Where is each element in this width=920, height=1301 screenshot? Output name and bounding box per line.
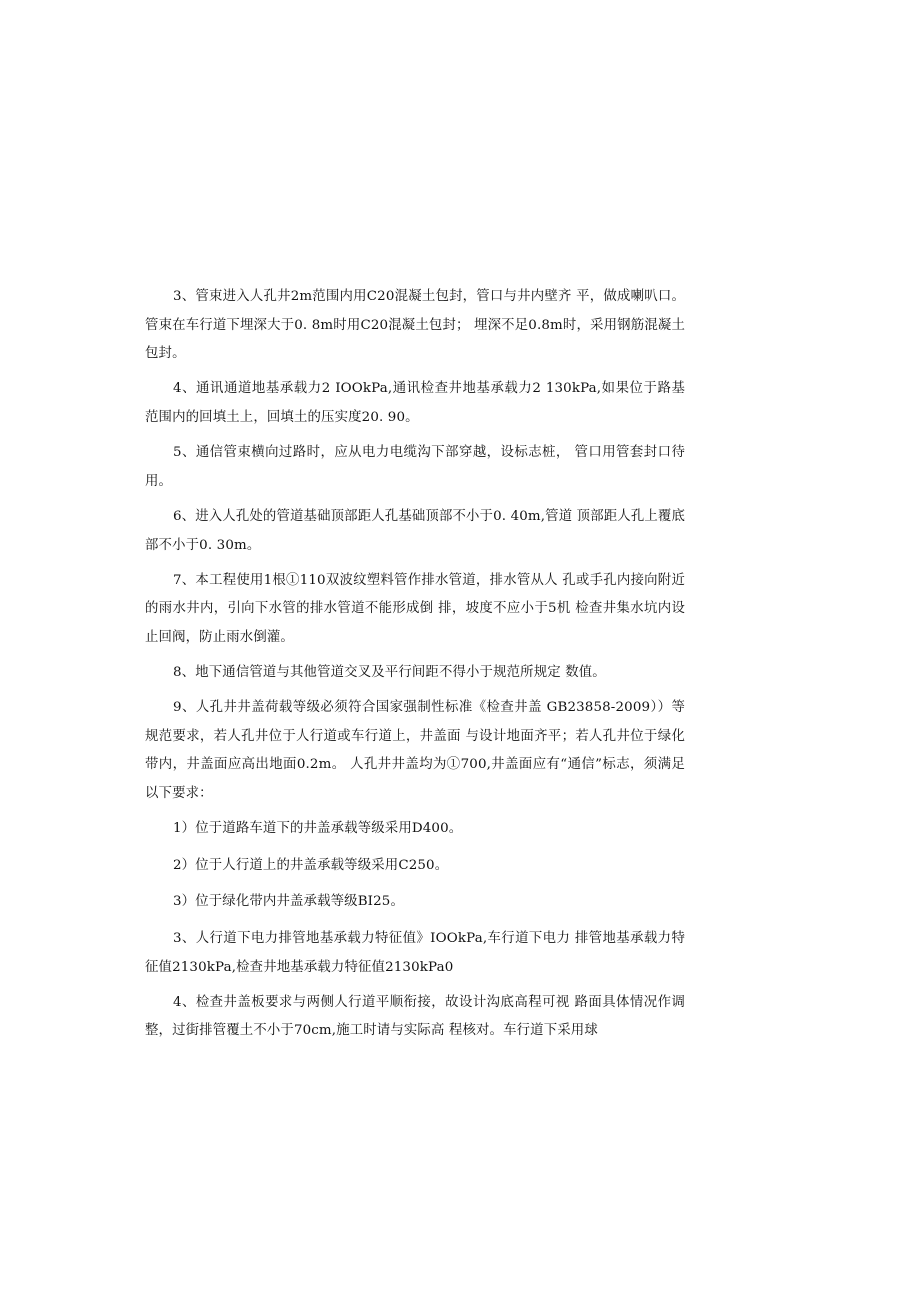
list-item-b125: 3）位于绿化带内井盖承载等级BI25。 — [173, 894, 405, 910]
paragraph-cover-plate: 4、检查井盖板要求与两侧人行道平顺衔接，故设计沟底高程可视 路面具体情况作调整，过街排管覆土不小于70cm,施工时请与实际高 程核对。车行道下采用球 — [145, 994, 685, 1039]
paragraph-road-crossing: 5、通信管束横向过路时，应从电力电缆沟下部穿越，设标志桩， 管口用管套封口待用。 — [145, 445, 685, 489]
list-item-c250: 2）位于人行道上的井盖承载等级采用C250。 — [173, 857, 449, 873]
document-body — [145, 283, 685, 1053]
paragraph-pipe-foundation: 6、进入人孔处的管道基础顶部距人孔基础顶部不小于0. 40m,管道 顶部距人孔上覆底部不小于0. 30m。 — [145, 508, 685, 553]
paragraph-manhole-encasement: 3、管束进入人孔井2m范围内用C20混凝土包封，管口与井内壁齐 平，做成喇叭口。管束在车行道下埋深大于0. 8m时用C20混凝土包封； 埋深不足0.8m时，采用钢筋混凝土包封。 — [145, 289, 685, 362]
list-item-d400: 1）位于道路车道下的井盖承载等级采用D400。 — [173, 821, 463, 837]
paragraph-bearing-capacity: 4、通讯通道地基承载力2 IOOkPa,通讯检查井地基承载力2 130kPa,如果位于路基范围内的回填土上，回填土的压实度20. 90。 — [145, 381, 685, 425]
paragraph-drainage-pipe: 7、本工程使用1根①110双波纹塑料管作排水管道，排水管从人 孔或手孔内接向附近的雨水井内，引向下水管的排水管道不能形成倒 排，坡度不应小于5机 检查井集水坑内设止回阀，防止雨水倒灌。 — [145, 572, 685, 645]
paragraph-power-conduit: 3、人行道下电力排管地基承载力特征值》IOOkPa,车行道下电力 排管地基承载力特征值2130kPa,检查井地基承载力特征值2130kPa0 — [145, 931, 685, 975]
paragraph-manhole-cover: 9、人孔井井盖荷载等级必须符合国家强制性标准《检查井盖 GB23858-2009））等规范要求，若人孔井位于人行道或车行道上，井盖面 与设计地面齐平；若人孔井位于绿化带内，井盖面应高出地面0.2m。 人孔井井盖均为①700,井盖面应有“通信”标志，须满足以下要求： — [145, 700, 685, 802]
paragraph-pipe-spacing: 8、地下通信管道与其他管道交叉及平行间距不得小于规范所规定 数值。 — [173, 665, 606, 681]
